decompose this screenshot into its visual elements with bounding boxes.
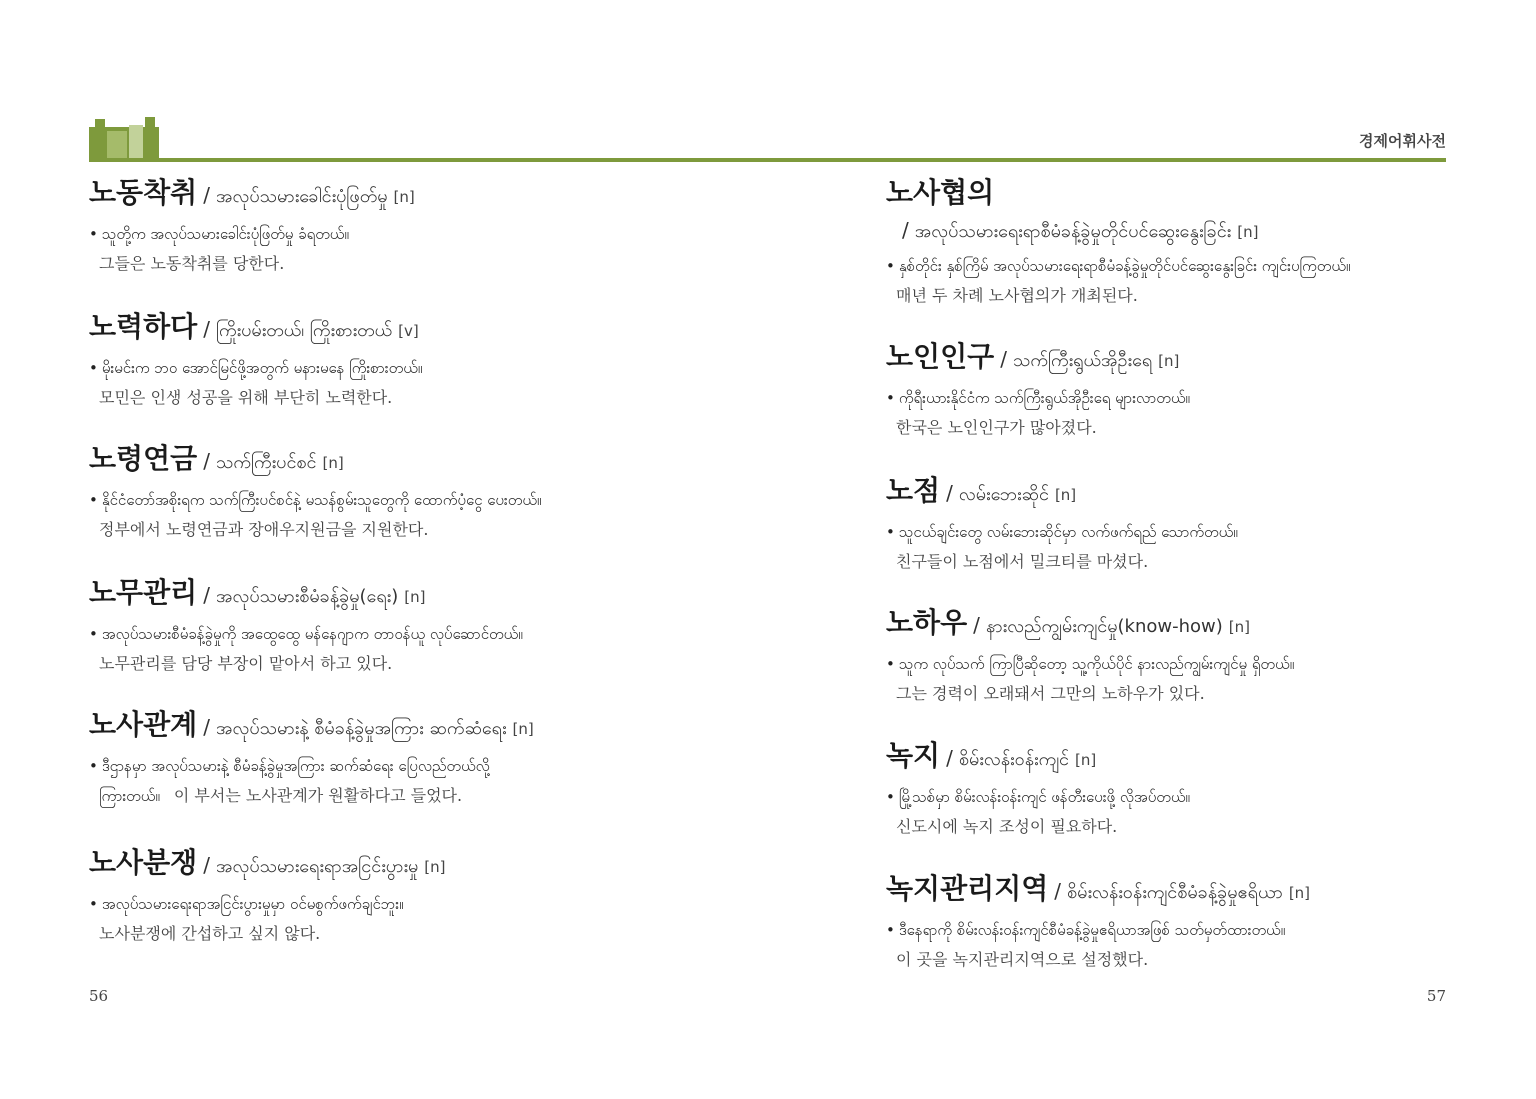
example-myanmar: နှစ်တိုင်း နှစ်ကြိမ် အလုပ်သမားရေးရာစီမံခန့်ခွဲမှုတိုင်ပင်ဆွေးနွေးခြင်း ကျင်းပကြတယ်။ xyxy=(898,257,1351,275)
example-korean: 그들은 노동착취를 당한다. xyxy=(99,254,285,273)
page-number-right: 57 xyxy=(1426,987,1446,1005)
meaning: စိမ်းလန်းဝန်းကျင် xyxy=(958,749,1070,770)
headword: 노력하다 xyxy=(89,310,198,343)
meaning: အလုပ်သမားနဲ့ စီမံခန့်ခွဲမှုအကြား ဆက်ဆံရေး xyxy=(215,718,507,739)
example-korean: 그는 경력이 오래돼서 그만의 노하우가 있다. xyxy=(896,684,1205,703)
header-rule xyxy=(89,158,1446,162)
part-of-speech: [n] xyxy=(404,588,426,606)
meaning: အလုပ်သမားရေးရာအငြင်းပွားမှု xyxy=(215,856,419,877)
example-myanmar: ဒီနေရာကို စိမ်းလန်းဝန်းကျင်စီမံခန့်ခွဲမှုဧရိယာအဖြစ် သတ်မှတ်ထားတယ်။ xyxy=(898,921,1286,939)
example-myanmar: အလုပ်သမားရေးရာအငြင်းပွားမှုမှာ ဝင်မစွက်ဖက်ချင်ဘူး။ xyxy=(101,895,404,913)
dictionary-entry: 노력하다 / ကြိုးပမ်းတယ်၊ ကြိုးစားတယ် [v] • မိုးမင်းက ဘဝ အောင်မြင်ဖို့အတွက် မနားမနေ ကြိုးစားတယ်။ 모민은 인생 성공을 위해 부단히 노력한다. xyxy=(89,309,729,413)
example-myanmar: ဒီဌာနမှာ အလုပ်သမားနဲ့ စီမံခန့်ခွဲမှုအကြား ဆက်ဆံရေး ပြေလည်တယ်လို့ xyxy=(101,757,490,775)
dictionary-entry: 노사분쟁 / အလုပ်သမားရေးရာအငြင်းပွားမှု [n] • အလုပ်သမားရေးရာအငြင်းပွားမှုမှာ ဝင်မစွက်ဖက်ချင်ဘူး။ 노사분쟁에 간섭하고 싶지 않다. xyxy=(89,845,729,949)
meaning: အလုပ်သမားခေါင်းပုံဖြတ်မှု xyxy=(215,186,388,207)
headword: 노령연금 xyxy=(89,442,198,475)
headword: 노인인구 xyxy=(886,340,995,373)
dictionary-entry: 노동착취 / အလုပ်သမားခေါင်းပုံဖြတ်မှု [n] • သူတို့က အလုပ်သမားခေါင်းပုံဖြတ်မှု ခံရတယ်။ 그들은 노동착취를 당한다. xyxy=(89,175,729,279)
part-of-speech: [n] xyxy=(424,858,446,876)
headword: 녹지 xyxy=(886,739,941,772)
headword: 노동착취 xyxy=(89,176,198,209)
headword: 노점 xyxy=(886,474,941,507)
headword: 노사관계 xyxy=(89,708,198,741)
part-of-speech: [n] xyxy=(1288,884,1311,902)
part-of-speech: [n] xyxy=(1054,486,1077,504)
part-of-speech: [n] xyxy=(1075,751,1097,769)
example-korean: 모민은 인생 성공을 위해 부단히 노력한다. xyxy=(99,388,393,407)
example-korean: 정부에서 노령연금과 장애우지원금을 지원한다. xyxy=(99,520,429,539)
example-korean: 한국은 노인인구가 많아졌다. xyxy=(896,418,1097,437)
part-of-speech: [n] xyxy=(1228,618,1250,636)
example-korean: 친구들이 노점에서 밀크티를 마셨다. xyxy=(896,552,1149,571)
meaning: လမ်းဘေးဆိုင် xyxy=(958,484,1049,505)
example-korean: 매년 두 차례 노사협의가 개최된다. xyxy=(896,286,1138,305)
dictionary-entry: 노사협의 / အလုပ်သမားရေးရာစီမံခန့်ခွဲမှုတိုင်ပင်ဆွေးနွေးခြင်း [n] • နှစ်တိုင်း နှစ်ကြိမ် အလုပ်သမားရေးရာစီမံခန့်ခွဲမှုတိုင်ပင်ဆွေးနွေးခြင်း ကျင်းပကြတယ်။ 매년 두 차례 노사협의가 개최된다. xyxy=(886,175,1526,311)
dictionary-entry: 노점 / လမ်းဘေးဆိုင် [n] • သူငယ်ချင်းတွေ လမ်းဘေးဆိုင်မှာ လက်ဖက်ရည် သောက်တယ်။ 친구들이 노점에서 밀크티를 마셨다. xyxy=(886,473,1526,577)
part-of-speech: [n] xyxy=(1237,223,1259,241)
headword: 노사협의 xyxy=(886,176,995,209)
headword: 녹지관리지역 xyxy=(886,872,1049,905)
part-of-speech: [n] xyxy=(322,454,344,472)
example-myanmar: အလုပ်သမားစီမံခန့်ခွဲမှုကို အထွေထွေ မန်နေဂျာက တာဝန်ယူ လုပ်ဆောင်တယ်။ xyxy=(101,625,523,643)
example-korean: 노무관리를 담당 부장이 맡아서 하고 있다. xyxy=(99,654,393,673)
meaning: နားလည်ကျွမ်းကျင်မှု(know-how) xyxy=(985,616,1223,637)
meaning: ကြိုးပမ်းတယ်၊ ကြိုးစားတယ် xyxy=(215,320,393,341)
part-of-speech: [n] xyxy=(393,188,415,206)
header-decoration xyxy=(89,117,159,161)
dictionary-entry: 노인인구 / သက်ကြီးရွယ်အိုဦးရေ [n] • ကိုရီးယားနိုင်ငံက သက်ကြီးရွယ်အိုဦးရေ များလာတယ်။ 한국은 노인인구가 많아졌다. xyxy=(886,339,1526,443)
headword: 노하우 xyxy=(886,606,968,639)
example-korean: 이 곳을 녹지관리지역으로 설정했다. xyxy=(896,950,1149,969)
book-title: 경제어휘사전 xyxy=(1359,132,1446,150)
meaning: သက်ကြီးပင်စင် xyxy=(215,452,317,473)
example-myanmar: နိုင်ငံတော်အစိုးရက သက်ကြီးပင်စင်နဲ့ မသန်စွမ်းသူတွေကို ထောက်ပံ့ငွေ ပေးတယ်။ xyxy=(101,491,542,509)
example-myanmar-continued: ကြားတယ်။ xyxy=(99,787,160,805)
example-korean: 신도시에 녹지 조성이 필요하다. xyxy=(896,817,1118,836)
meaning: အလုပ်သမားစီမံခန့်ခွဲမှု(ရေး) xyxy=(215,586,399,607)
example-myanmar: သူက လုပ်သက် ကြာပြီဆိုတော့ သူ့ကိုယ်ပိုင် နားလည်ကျွမ်းကျင်မှု ရှိတယ်။ xyxy=(898,655,1295,673)
dictionary-entry: 녹지 / စိမ်းလန်းဝန်းကျင် [n] • မြို့သစ်မှာ စိမ်းလန်းဝန်းကျင် ဖန်တီးပေးဖို့ လိုအပ်တယ်။ 신도시에 녹지 조성이 필요하다. xyxy=(886,738,1526,842)
example-myanmar: မိုးမင်းက ဘဝ အောင်မြင်ဖို့အတွက် မနားမနေ ကြိုးစားတယ်။ xyxy=(101,359,423,377)
example-korean: 이 부서는 노사관계가 원활하다고 들었다. xyxy=(173,786,463,805)
example-myanmar: သူတို့က အလုပ်သမားခေါင်းပုံဖြတ်မှု ခံရတယ်။ xyxy=(101,225,349,243)
meaning: သက်ကြီးရွယ်အိုဦးရေ xyxy=(1012,350,1153,371)
dictionary-entry: 노사관계 / အလုပ်သမားနဲ့ စီမံခန့်ခွဲမှုအကြား ဆက်ဆံရေး [n] • ဒီဌာနမှာ အလုပ်သမားနဲ့ စီမံခန့်ခွဲမှုအကြား ဆက်ဆံရေး ပြေလည်တယ်လို့ ကြားတယ်။ 이 부서는 노사관계가 원활하다고 들었다. xyxy=(89,708,534,805)
example-myanmar: ကိုရီးယားနိုင်ငံက သက်ကြီးရွယ်အိုဦးရေ များလာတယ်။ xyxy=(898,389,1190,407)
meaning: စိမ်းလန်းဝန်းကျင်စီမံခန့်ခွဲမှုဧရိယာ xyxy=(1067,882,1283,903)
dictionary-entry: 노령연금 / သက်ကြီးပင်စင် [n] • နိုင်ငံတော်အစိုးရက သက်ကြီးပင်စင်နဲ့ မသန်စွမ်းသူတွေကို ထောက်ပံ့ငွေ ပေးတယ်။ 정부에서 노령연금과 장애우지원금을 지원한다. xyxy=(89,441,729,545)
example-korean: 노사분쟁에 간섭하고 싶지 않다. xyxy=(99,924,321,943)
part-of-speech: [v] xyxy=(398,322,419,340)
meaning: အလုပ်သမားရေးရာစီမံခန့်ခွဲမှုတိုင်ပင်ဆွေးနွေးခြင်း xyxy=(914,221,1232,242)
dictionary-entry: 노하우 / နားလည်ကျွမ်းကျင်မှု(know-how) [n] • သူက လုပ်သက် ကြာပြီဆိုတော့ သူ့ကိုယ်ပိုင် နားလည်ကျွမ်းကျင်မှု ရှိတယ်။ 그는 경력이 오래돼서 그만의 노하우가 있다. xyxy=(886,605,1526,709)
dictionary-entry: 녹지관리지역 / စိမ်းလန်းဝန်းကျင်စီမံခန့်ခွဲမှုဧရိယာ [n] • ဒီနေရာကို စိမ်းလန်းဝန်းကျင်စီမံခန့်ခွဲမှုဧရိယာအဖြစ် သတ်မှတ်ထားတယ်။ 이 곳을 녹지관리지역으로 설정했다. xyxy=(886,871,1526,975)
part-of-speech: [n] xyxy=(1158,352,1180,370)
dictionary-entry: 노무관리 / အလုပ်သမားစီမံခန့်ခွဲမှု(ရေး) [n] • အလုပ်သမားစီမံခန့်ခွဲမှုကို အထွေထွေ မန်နေဂျာက တာဝန်ယူ လုပ်ဆောင်တယ်။ 노무관리를 담당 부장이 맡아서 하고 있다. xyxy=(89,575,729,679)
headword: 노사분쟁 xyxy=(89,846,198,879)
part-of-speech: [n] xyxy=(512,720,534,738)
example-myanmar: သူငယ်ချင်းတွေ လမ်းဘေးဆိုင်မှာ လက်ဖက်ရည် သောက်တယ်။ xyxy=(898,523,1238,541)
headword: 노무관리 xyxy=(89,576,198,609)
example-myanmar: မြို့သစ်မှာ စိမ်းလန်းဝန်းကျင် ဖန်တီးပေးဖို့ လိုအပ်တယ်။ xyxy=(898,788,1190,806)
page-number-left: 56 xyxy=(89,987,109,1005)
